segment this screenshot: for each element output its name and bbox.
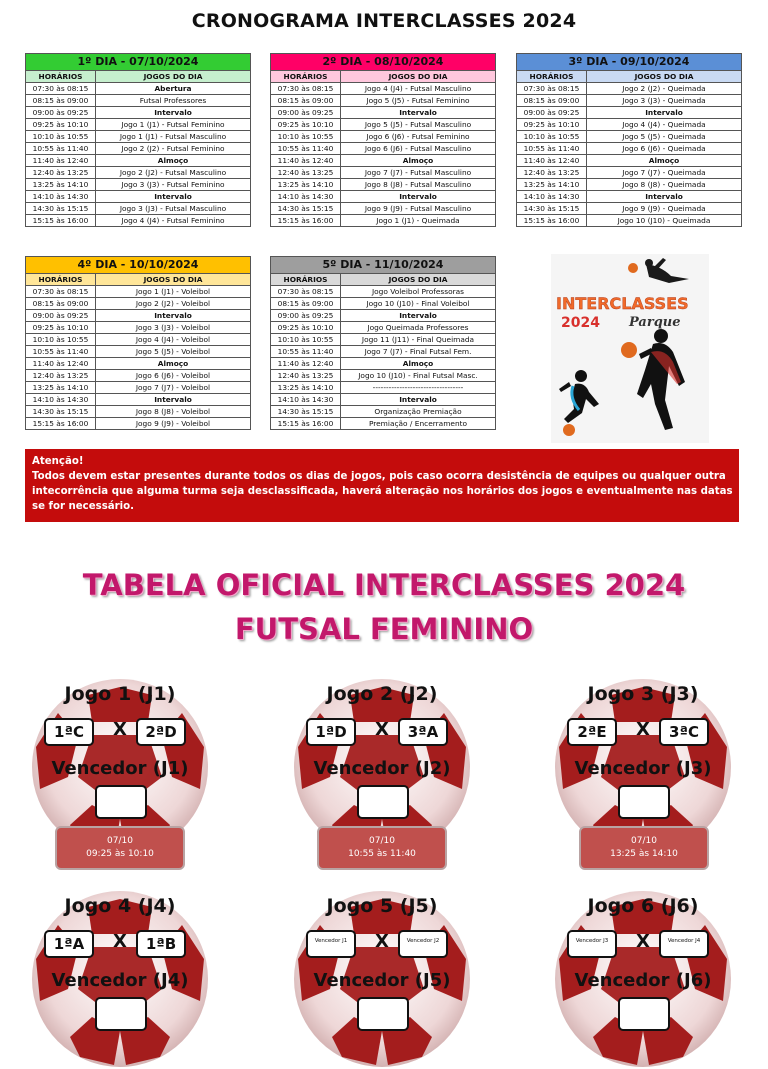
day-header: 2º DIA - 08/10/2024: [271, 54, 496, 71]
attention-body: Todos devem estar presentes durante todos os dias de jogos, pois caso ocorra desistência de equipes ou qualquer outra intecorrência que alguma turma seja desclassificada, haverá alteração nos horários dos jogos e eventualmente nas datas se for necessário.: [32, 471, 733, 512]
col-header-time: HORÁRIOS: [271, 71, 341, 83]
team-a-box: 1ªC: [44, 718, 94, 746]
athletes-illustration: [551, 254, 709, 443]
table-row: [271, 155, 496, 167]
table-row: [26, 322, 251, 334]
time-cell: 13:25 às 14:10: [26, 179, 96, 191]
time-cell: 11:40 às 12:40: [271, 155, 341, 167]
game-cell: Intervalo: [341, 394, 496, 406]
time-cell: 12:40 às 13:25: [26, 167, 96, 179]
table-row: [26, 143, 251, 155]
time-cell: 09:25 às 10:10: [517, 119, 587, 131]
winner-box[interactable]: [95, 997, 147, 1031]
game-cell: Jogo 1 (J1) - Queimada: [341, 215, 496, 227]
game-cell: Intervalo: [96, 310, 251, 322]
time-cell: 10:55 às 11:40: [517, 143, 587, 155]
game-cell: Almoço: [96, 155, 251, 167]
time-cell: 10:55 às 11:40: [271, 143, 341, 155]
table-row: [271, 310, 496, 322]
game-title: Jogo 3 (J3): [587, 683, 699, 705]
game-title: Jogo 5 (J5): [326, 895, 438, 917]
game-cell: Jogo 3 (J3) - Queimada: [587, 95, 742, 107]
table-row: [271, 179, 496, 191]
time-cell: 10:55 às 11:40: [26, 143, 96, 155]
table-row: [271, 131, 496, 143]
game-cell: Jogo 1 (J1) - Futsal Masculino: [96, 131, 251, 143]
official-table-title: TABELA OFICIAL INTERCLASSES 2024: [82, 568, 686, 602]
game-cell: Jogo 3 (J3) - Futsal Feminino: [96, 179, 251, 191]
game-cell: Jogo 2 (J2) - Voleibol: [96, 298, 251, 310]
time-cell: 14:30 às 15:15: [26, 203, 96, 215]
interclasses-logo: [551, 254, 709, 443]
table-row: [271, 322, 496, 334]
team-b-box: Vencedor J4: [659, 930, 709, 958]
winner-box[interactable]: [357, 785, 409, 819]
game-cell: Jogo 4 (J4) - Futsal Masculino: [341, 83, 496, 95]
winner-label: Vencedor (J4): [51, 970, 189, 991]
time-cell: 10:10 às 10:55: [271, 131, 341, 143]
team-b-box: Vencedor J2: [398, 930, 448, 958]
day-header: 5º DIA - 11/10/2024: [271, 257, 496, 274]
time-cell: 09:00 às 09:25: [271, 310, 341, 322]
game-time: 13:25 às 14:10: [610, 849, 678, 859]
time-cell: 08:15 às 09:00: [517, 95, 587, 107]
table-row: [517, 119, 742, 131]
table-row: [271, 107, 496, 119]
game-cell: Jogo 5 (J5) - Voleibol: [96, 346, 251, 358]
time-cell: 12:40 às 13:25: [26, 370, 96, 382]
table-row: [26, 167, 251, 179]
game-cell: Jogo Queimada Professores: [341, 322, 496, 334]
game-date: 07/10: [369, 836, 395, 846]
game-cell: Jogo 7 (J7) - Final Futsal Fem.: [341, 346, 496, 358]
game-cell: Jogo 9 (J9) - Futsal Masculino: [341, 203, 496, 215]
col-header-time: HORÁRIOS: [271, 274, 341, 286]
versus-label: X: [113, 931, 127, 952]
game-cell: Jogo 4 (J4) - Futsal Feminino: [96, 215, 251, 227]
table-row: [271, 167, 496, 179]
game-cell: Jogo 6 (J6) - Futsal Masculino: [341, 143, 496, 155]
table-row: [26, 418, 251, 430]
time-cell: 11:40 às 12:40: [26, 358, 96, 370]
day-header: 4º DIA - 10/10/2024: [26, 257, 251, 274]
logo-text-interclasses: INTERCLASSES: [556, 294, 689, 313]
game-cell: Jogo 4 (J4) - Voleibol: [96, 334, 251, 346]
table-row: [26, 179, 251, 191]
time-cell: 10:55 às 11:40: [26, 346, 96, 358]
table-row: [271, 215, 496, 227]
table-row: [271, 346, 496, 358]
time-cell: 08:15 às 09:00: [271, 298, 341, 310]
game-card: [553, 889, 733, 1069]
game-cell: Jogo 2 (J2) - Futsal Masculino: [96, 167, 251, 179]
game-schedule-pill: [55, 826, 185, 870]
table-row: [271, 298, 496, 310]
game-cell: Jogo 7 (J7) - Voleibol: [96, 382, 251, 394]
time-cell: 11:40 às 12:40: [271, 358, 341, 370]
time-cell: 09:25 às 10:10: [26, 119, 96, 131]
table-row: [271, 286, 496, 298]
time-cell: 13:25 às 14:10: [271, 179, 341, 191]
game-cell: Almoço: [587, 155, 742, 167]
winner-label: Vencedor (J3): [574, 758, 712, 779]
game-cell: Jogo 6 (J6) - Futsal Feminino: [341, 131, 496, 143]
table-row: [271, 370, 496, 382]
table-row: [271, 95, 496, 107]
table-row: [517, 107, 742, 119]
table-row: [26, 203, 251, 215]
game-cell: Jogo 5 (J5) - Futsal Masculino: [341, 119, 496, 131]
table-row: [271, 143, 496, 155]
game-cell: Premiação / Encerramento: [341, 418, 496, 430]
time-cell: 11:40 às 12:40: [26, 155, 96, 167]
logo-text-parque: Parque: [629, 315, 681, 330]
time-cell: 10:10 às 10:55: [26, 334, 96, 346]
time-cell: 15:15 às 16:00: [26, 215, 96, 227]
col-header-games: JOGOS DO DIA: [96, 71, 251, 83]
game-schedule-pill: [317, 826, 447, 870]
team-a-box: Vencedor J1: [306, 930, 356, 958]
game-cell: Jogo Voleibol Professoras: [341, 286, 496, 298]
game-cell: Intervalo: [341, 310, 496, 322]
game-title: Jogo 2 (J2): [326, 683, 438, 705]
winner-box[interactable]: [95, 785, 147, 819]
game-cell: Jogo 1 (J1) - Futsal Feminino: [96, 119, 251, 131]
time-cell: 09:00 às 09:25: [271, 107, 341, 119]
versus-label: X: [636, 719, 650, 740]
time-cell: 15:15 às 16:00: [271, 215, 341, 227]
time-cell: 08:15 às 09:00: [271, 95, 341, 107]
table-row: [271, 203, 496, 215]
game-cell: Jogo 8 (J8) - Queimada: [587, 179, 742, 191]
table-row: [517, 191, 742, 203]
time-cell: 12:40 às 13:25: [517, 167, 587, 179]
col-header-games: JOGOS DO DIA: [587, 71, 742, 83]
time-cell: 07:30 às 08:15: [26, 83, 96, 95]
table-row: [26, 382, 251, 394]
game-cell: Intervalo: [96, 191, 251, 203]
table-row: [517, 155, 742, 167]
col-header-games: JOGOS DO DIA: [96, 274, 251, 286]
table-row: [26, 394, 251, 406]
time-cell: 07:30 às 08:15: [26, 286, 96, 298]
table-row: [271, 334, 496, 346]
game-cell: Jogo 1 (J1) - Voleibol: [96, 286, 251, 298]
table-row: [271, 382, 496, 394]
game-title: Jogo 6 (J6): [587, 895, 699, 917]
time-cell: 08:15 às 09:00: [26, 95, 96, 107]
time-cell: 09:00 às 09:25: [517, 107, 587, 119]
time-cell: 14:30 às 15:15: [517, 203, 587, 215]
time-cell: 09:25 às 10:10: [26, 322, 96, 334]
table-row: [26, 346, 251, 358]
winner-label: Vencedor (J2): [313, 758, 451, 779]
attention-heading: Atenção!: [32, 456, 84, 467]
team-a-box: 1ªD: [306, 718, 356, 746]
time-cell: 14:10 às 14:30: [26, 191, 96, 203]
game-cell: Intervalo: [341, 107, 496, 119]
versus-label: X: [113, 719, 127, 740]
game-cell: Intervalo: [341, 191, 496, 203]
table-row: [26, 155, 251, 167]
col-header-time: HORÁRIOS: [26, 71, 96, 83]
table-row: [517, 131, 742, 143]
game-time: 10:55 às 11:40: [348, 849, 416, 859]
game-cell: Almoço: [341, 155, 496, 167]
game-cell: Intervalo: [96, 107, 251, 119]
game-cell: Abertura: [96, 83, 251, 95]
game-cell: Jogo 11 (J11) - Final Queimada: [341, 334, 496, 346]
time-cell: 07:30 às 08:15: [271, 286, 341, 298]
game-cell: Futsal Professores: [96, 95, 251, 107]
time-cell: 10:55 às 11:40: [271, 346, 341, 358]
game-cell: Organização Premiação: [341, 406, 496, 418]
game-cell: Almoço: [96, 358, 251, 370]
time-cell: 13:25 às 14:10: [271, 382, 341, 394]
table-row: [271, 418, 496, 430]
table-row: [271, 394, 496, 406]
official-table-subtitle: FUTSAL FEMININO: [234, 612, 534, 646]
game-card: [30, 889, 210, 1069]
time-cell: 07:30 às 08:15: [271, 83, 341, 95]
game-cell: Almoço: [341, 358, 496, 370]
attention-notice: [25, 449, 739, 522]
winner-box[interactable]: [357, 997, 409, 1031]
time-cell: 09:00 às 09:25: [26, 310, 96, 322]
table-row: [26, 286, 251, 298]
game-schedule-pill: [579, 826, 709, 870]
game-cell: Jogo 9 (J9) - Voleibol: [96, 418, 251, 430]
game-date: 07/10: [107, 836, 133, 846]
game-cell: Jogo 10 (J10) - Queimada: [587, 215, 742, 227]
table-row: [26, 406, 251, 418]
table-row: [517, 179, 742, 191]
team-b-box: 3ªC: [659, 718, 709, 746]
table-row: [26, 191, 251, 203]
table-row: [517, 215, 742, 227]
game-cell: Jogo 7 (J7) - Futsal Masculino: [341, 167, 496, 179]
game-cell: Jogo 7 (J7) - Queimada: [587, 167, 742, 179]
col-header-games: JOGOS DO DIA: [341, 274, 496, 286]
table-row: [517, 143, 742, 155]
table-row: [26, 370, 251, 382]
table-row: [517, 203, 742, 215]
team-b-box: 3ªA: [398, 718, 448, 746]
game-date: 07/10: [631, 836, 657, 846]
schedule-day-5: [270, 256, 496, 430]
table-row: [26, 310, 251, 322]
time-cell: 09:00 às 09:25: [26, 107, 96, 119]
schedule-day-3: [516, 53, 742, 227]
game-cell: Intervalo: [96, 394, 251, 406]
game-cell: Jogo 9 (J9) - Queimada: [587, 203, 742, 215]
time-cell: 14:10 às 14:30: [271, 191, 341, 203]
time-cell: 09:25 às 10:10: [271, 119, 341, 131]
table-row: [26, 95, 251, 107]
game-cell: Jogo 5 (J5) - Futsal Feminino: [341, 95, 496, 107]
table-row: [271, 406, 496, 418]
schedule-day-2: [270, 53, 496, 227]
time-cell: 10:10 às 10:55: [517, 131, 587, 143]
time-cell: 12:40 às 13:25: [271, 167, 341, 179]
team-a-box: 1ªA: [44, 930, 94, 958]
time-cell: 12:40 às 13:25: [271, 370, 341, 382]
game-cell: Intervalo: [587, 107, 742, 119]
table-row: [26, 119, 251, 131]
time-cell: 15:15 às 16:00: [271, 418, 341, 430]
game-title: Jogo 1 (J1): [64, 683, 176, 705]
time-cell: 09:25 às 10:10: [271, 322, 341, 334]
game-cell: ----------------------------------: [341, 382, 496, 394]
table-row: [271, 358, 496, 370]
versus-label: X: [375, 931, 389, 952]
time-cell: 14:10 às 14:30: [271, 394, 341, 406]
game-cell: Jogo 3 (J3) - Futsal Masculino: [96, 203, 251, 215]
time-cell: 14:10 às 14:30: [26, 394, 96, 406]
game-cell: Jogo 5 (J5) - Queimada: [587, 131, 742, 143]
time-cell: 14:30 às 15:15: [271, 203, 341, 215]
game-cell: Jogo 10 (J10) - Final Voleibol: [341, 298, 496, 310]
time-cell: 14:30 às 15:15: [26, 406, 96, 418]
time-cell: 10:10 às 10:55: [26, 131, 96, 143]
game-cell: Intervalo: [587, 191, 742, 203]
versus-label: X: [375, 719, 389, 740]
game-cell: Jogo 4 (J4) - Queimada: [587, 119, 742, 131]
time-cell: 14:10 às 14:30: [517, 191, 587, 203]
game-cell: Jogo 10 (J10) - Final Futsal Masc.: [341, 370, 496, 382]
winner-label: Vencedor (J6): [574, 970, 712, 991]
table-row: [26, 298, 251, 310]
time-cell: 15:15 às 16:00: [517, 215, 587, 227]
team-a-box: Vencedor J3: [567, 930, 617, 958]
game-cell: Jogo 2 (J2) - Futsal Feminino: [96, 143, 251, 155]
page-title: CRONOGRAMA INTERCLASSES 2024: [191, 10, 577, 32]
game-card: [292, 889, 472, 1069]
table-row: [26, 83, 251, 95]
game-time: 09:25 às 10:10: [86, 849, 154, 859]
winner-label: Vencedor (J5): [313, 970, 451, 991]
col-header-time: HORÁRIOS: [517, 71, 587, 83]
time-cell: 13:25 às 14:10: [26, 382, 96, 394]
time-cell: 07:30 às 08:15: [517, 83, 587, 95]
versus-label: X: [636, 931, 650, 952]
day-header: 1º DIA - 07/10/2024: [26, 54, 251, 71]
time-cell: 15:15 às 16:00: [26, 418, 96, 430]
table-row: [517, 167, 742, 179]
time-cell: 08:15 às 09:00: [26, 298, 96, 310]
table-row: [26, 334, 251, 346]
table-row: [26, 131, 251, 143]
team-b-box: 1ªB: [136, 930, 186, 958]
winner-box[interactable]: [618, 785, 670, 819]
table-row: [271, 191, 496, 203]
team-b-box: 2ªD: [136, 718, 186, 746]
time-cell: 14:30 às 15:15: [271, 406, 341, 418]
game-cell: Jogo 2 (J2) - Queimada: [587, 83, 742, 95]
game-cell: Jogo 3 (J3) - Voleibol: [96, 322, 251, 334]
winner-box[interactable]: [618, 997, 670, 1031]
schedule-day-4: [25, 256, 251, 430]
game-cell: Jogo 6 (J6) - Voleibol: [96, 370, 251, 382]
table-row: [517, 95, 742, 107]
table-row: [517, 83, 742, 95]
winner-label: Vencedor (J1): [51, 758, 189, 779]
table-row: [26, 107, 251, 119]
schedule-day-1: [25, 53, 251, 227]
time-cell: 13:25 às 14:10: [517, 179, 587, 191]
col-header-games: JOGOS DO DIA: [341, 71, 496, 83]
time-cell: 11:40 às 12:40: [517, 155, 587, 167]
day-header: 3º DIA - 09/10/2024: [517, 54, 742, 71]
logo-text-year: 2024: [561, 315, 600, 331]
team-a-box: 2ªE: [567, 718, 617, 746]
game-cell: Jogo 8 (J8) - Futsal Masculino: [341, 179, 496, 191]
table-row: [26, 215, 251, 227]
time-cell: 10:10 às 10:55: [271, 334, 341, 346]
game-cell: Jogo 8 (J8) - Voleibol: [96, 406, 251, 418]
col-header-time: HORÁRIOS: [26, 274, 96, 286]
table-row: [271, 119, 496, 131]
table-row: [26, 358, 251, 370]
game-cell: Jogo 6 (J6) - Queimada: [587, 143, 742, 155]
table-row: [271, 83, 496, 95]
game-title: Jogo 4 (J4): [64, 895, 176, 917]
